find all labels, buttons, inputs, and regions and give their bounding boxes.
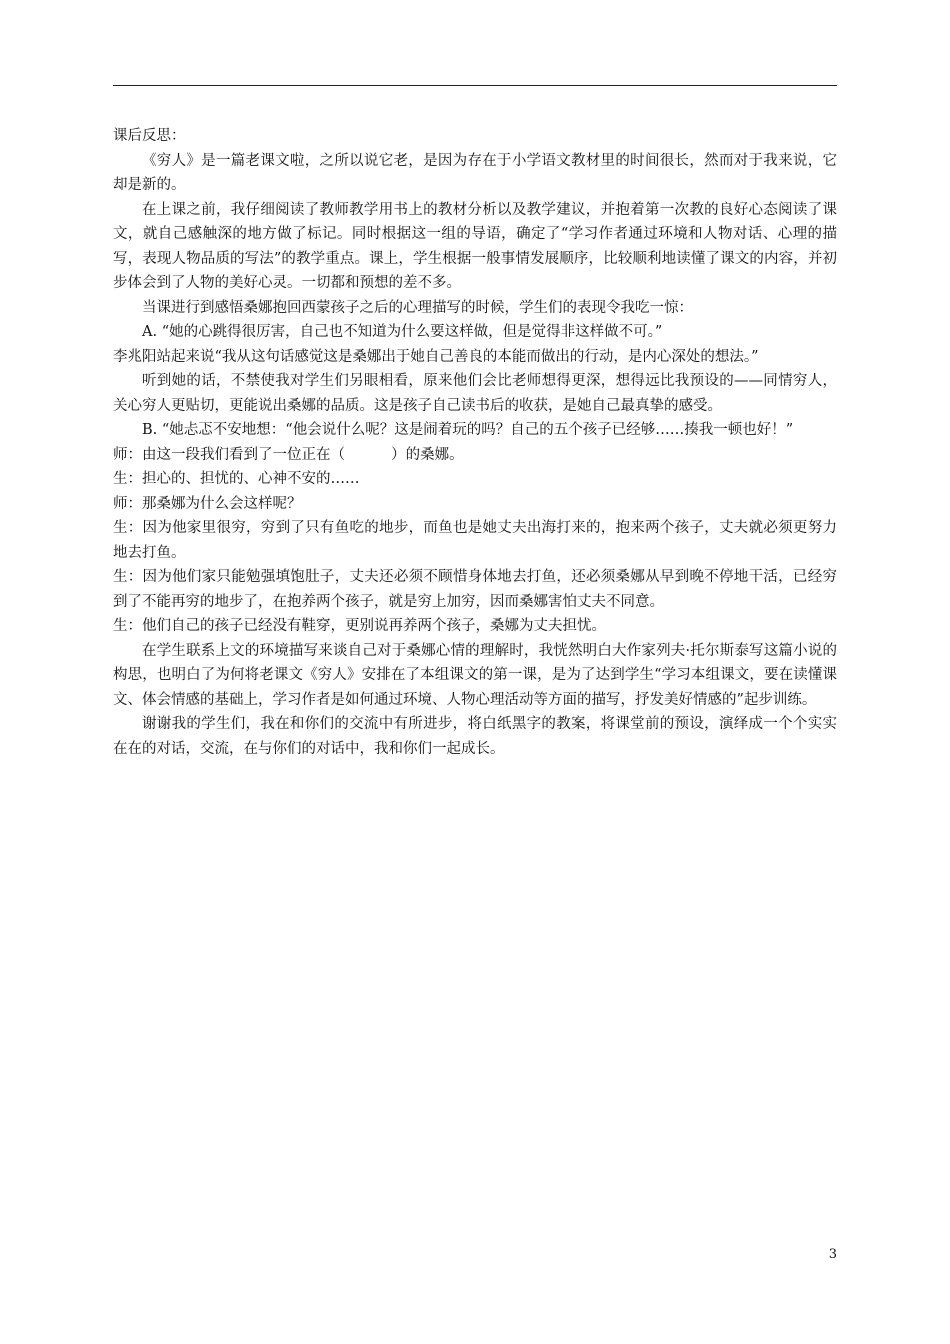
dialogue-line: 生：因为他家里很穷，穷到了只有鱼吃的地步，而鱼也是她丈夫出海打来的，抱来两个孩子，丈夫就必须更努力地去打鱼。 (113, 520, 837, 561)
document-body (113, 124, 837, 761)
quote-b: B. “她忐忑不安地想：“他会说什么呢？这是闹着玩的吗？自己的五个孩子已经够……揍我一顿也好！” (142, 422, 794, 438)
section-heading: 课后反思： (113, 128, 186, 144)
dialogue-line: 生：担心的、担忧的、心神不安的…… (113, 471, 360, 487)
dialogue-line: 生：他们自己的孩子已经没有鞋穿，更别说再养两个孩子，桑娜为丈夫担忧。 (113, 618, 606, 634)
student-comment: 李兆阳站起来说“我从这句话感觉这是桑娜出于她自己善良的本能而做出的行动，是内心深处的想法。” (113, 348, 759, 365)
dialogue-line: 师：由这一段我们看到了一位正在（ ）的桑娜。 (113, 446, 464, 463)
paragraph: 《穷人》是一篇老课文啦，之所以说它老，是因为存在于小学语文教材里的时间很长，然而对于我来说，它却是新的。 (113, 152, 837, 193)
paragraph: 在上课之前，我仔细阅读了教师教学用书上的教材分析以及教学建议，并抱着第一次教的良好心态阅读了课文，就自己感触深的地方做了标记。同时根据这一组的导语，确定了“学习作者通过环境和人物对话、心理的描写，表现人物品质的写法”的教学重点。课上，学生根据一般事情发展顺序，比较顺利地读懂了课文的内容，并初步体会到了人物的美好心灵。一切都和预想的差不多。 (113, 201, 837, 291)
dialogue-line: 生：因为他们家只能勉强填饱肚子，丈夫还必须不顾惜身体地去打鱼，还必须桑娜从早到晚不停地干活，已经穷到了不能再穷的地步了，在抱养两个孩子，就是穷上加穷，因而桑娜害怕丈夫不同意。 (113, 569, 837, 610)
paragraph: 听到她的话，不禁使我对学生们另眼相看，原来他们会比老师想得更深，想得远比我预设的——同情穷人，关心穷人更贴切，更能说出桑娜的品质。这是孩子自己读书后的收获，是她自己最真挚的感受。 (113, 373, 837, 414)
paragraph: 当课进行到感悟桑娜抱回西蒙孩子之后的心理描写的时候，学生们的表现令我吃一惊： (142, 299, 693, 316)
paragraph: 在学生联系上文的环境描写来谈自己对于桑娜心情的理解时，我恍然明白大作家列夫·托尔斯泰写这篇小说的构思，也明白了为何将老课文《穷人》安排在了本组课文的第一课，是为了达到学生“学习本组课文，要在读懂课文、体会情感的基础上，学习作者是如何通过环境、人物心理活动等方面的描写，抒发美好情感的”起步训练。 (113, 642, 837, 708)
page-number: 3 (828, 1247, 837, 1262)
header-rule (113, 85, 837, 86)
dialogue-line: 师：那桑娜为什么会这样呢？ (113, 495, 302, 512)
paragraph: 谢谢我的学生们，我在和你们的交流中有所进步，将白纸黑字的教案，将课堂前的预设，演绎成一个个实实在在的对话，交流，在与你们的对话中，我和你们一起成长。 (113, 716, 837, 757)
quote-a: A. “她的心跳得很厉害，自己也不知道为什么要这样做，但是觉得非这样做不可。” (142, 324, 663, 340)
